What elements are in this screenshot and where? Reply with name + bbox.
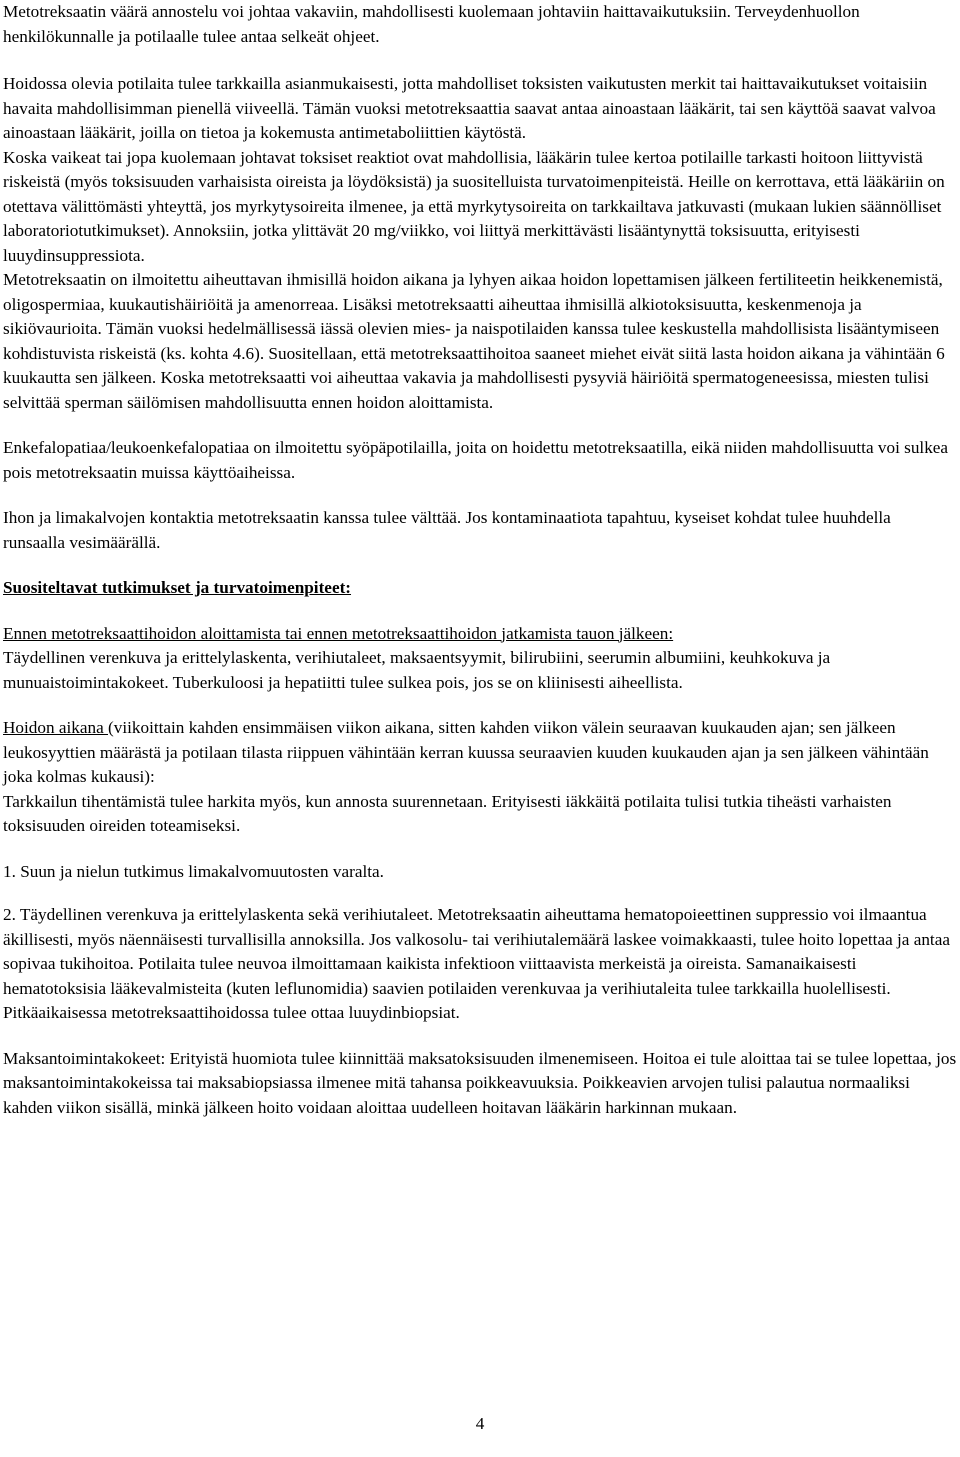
before-treatment-label: Ennen metotreksaattihoidon aloittamista tai ennen metotreksaattihoidon jatkamista tauon jälkeen: <box>3 623 674 643</box>
paragraph-encephalopathy: Enkefalopatiaa/leukoenkefalopatiaa on ilmoitettu syöpäpotilailla, joita on hoidettu metotreksaatilla, eikä niiden mahdollisuutta voi sulkea pois metotreksaatin muissa käyttöaiheissa. <box>3 438 949 482</box>
list-item-1: 1. Suun ja nielun tutkimus limakalvomuutosten varalta. <box>3 861 384 881</box>
during-treatment-label: Hoidon aikana <box>3 718 109 737</box>
during-treatment-text: (viikoittain kahden ensimmäisen viikon aikana, sitten kahden viikon välein seuraavan kuukauden ajan; sen jälkeen leukosyyttien määrästä ja potilaan tilasta riippuen vähintään kerran kuussa seuraavien kuuden kuukauden ajan ja sen jälkeen vähintään joka kolmas kukausi): <box>3 718 929 786</box>
list-item-2: 2. Täydellinen verenkuva ja erittelylaskenta sekä verihiutaleet. Metotreksaatin aiheuttama hematopoieettinen suppressio voi ilmaantua äkillisesti, myös näennäisesti turvallisilla annoksilla. Jos valkosolu- tai verihiutalemäärä laskee voimakkaasti, tulee hoito lopettaa ja antaa sopivaa tukihoitoa. Potilaita tulee neuvoa ilmoittamaan kaikista infektioon viittaavista merkeistä ja oireista. Samanaikaisesti hematotoksisia lääkevalmisteita (kuten leflunomidia) saavien potilaiden verenkuvaa ja verihiutaleita tulee tarkkailla huolellisesti. Pitkäaikaisessa metotreksaattihoidossa tulee ottaa luuydinbiopsiat. <box>3 905 950 1022</box>
paragraph-skin-contact: Ihon ja limakalvojen kontaktia metotreksaatin kanssa tulee välttää. Jos kontaminaatiota tapahtuu, kyseiset kohdat tulee huuhdella runsaalla vesimäärällä. <box>3 508 891 552</box>
section-heading: Suositeltavat tutkimukset ja turvatoimenpiteet: <box>3 578 352 597</box>
paragraph-liver-tests: Maksantoimintakokeet: Erityistä huomiota tulee kiinnittää maksatoksisuuden ilmenemiseen. Hoitoa ei tule aloittaa tai se tulee lopettaa, jos maksantoimintakokeissa tai maksabiopsiassa ilmenee mitä tahansa poikkeavuuksia. Poikkeavien arvojen tulisi palautua normaaliksi kahden viikon sisällä, minkä jälkeen hoito voidaan aloittaa uudelleen hoitavan lääkärin harkinnan mukaan. <box>3 1048 957 1117</box>
before-treatment-block <box>3 622 957 696</box>
during-treatment-block <box>3 716 957 790</box>
during-treatment-note: Tarkkailun tihentämistä tulee harkita myös, kun annosta suurennetaan. Erityisesti iäkkäitä potilaita tulisi tutkia tiheästi varhaisten toksisuuden oireiden toteamiseksi. <box>3 791 892 835</box>
page-number: 4 <box>475 1414 485 1433</box>
paragraph-monitoring: Hoidossa olevia potilaita tulee tarkkailla asianmukaisesti, jotta mahdolliset toksisten vaikutusten merkit tai haittavaikutukset voitaisiin havaita mahdollisimman pienellä viiveellä. Tämän vuoksi metotreksaattia saavat antaa ainoastaan lääkärit, tai sen käyttöä saavat valvoa ainoastaan lääkärit, joilla on tietoa ja kokemusta antimetaboliittien käytöstä. <box>3 74 936 142</box>
paragraph-fertility: Metotreksaatin on ilmoitettu aiheuttavan ihmisillä hoidon aikana ja lyhyen aikaa hoidon lopettamisen jälkeen fertiliteetin heikkenemistä, oligospermiaa, kuukautishäiriöitä ja amenorreaa. Lisäksi metotreksaatti aiheuttaa ihmisillä alkiotoksisuutta, keskenmenoja ja sikiövaurioita. Tämän vuoksi hedelmällisessä iässä olevien mies- ja naispotilaiden kanssa tulee keskustella mahdollisista lisääntymiseen kohdistuvista riskeistä (ks. kohta 4.6). Suositellaan, että metotreksaattihoitoa saaneet miehet eivät siitä lasta hoidon aikana ja vähintään 6 kuukautta sen jälkeen. Koska metotreksaatti voi aiheuttaa vakavia ja mahdollisesti pysyviä häiriöitä spermatogeneesissa, miesten tulisi selvittää sperman säilömisen mahdollisuutta ennen hoidon aloittamista. <box>3 270 945 412</box>
paragraph-toxicity: Koska vaikeat tai jopa kuolemaan johtavat toksiset reaktiot ovat mahdollisia, lääkärin tulee kertoa potilaille tarkasti hoitoon liittyvistä riskeistä (myös toksisuuden varhaisista oireista ja löydöksistä) ja suositelluista turvatoimenpiteistä. Heille on kerrottava, että lääkäriin on otettava välittömästi yhteyttä, jos myrkytysoireita ilmenee, ja että myrkytysoireita on tarkkailtava jatkuvasti (mukaan lukien säännölliset laboratoriotutkimukset). Annoksiin, jotka ylittävät 20 mg/viikko, voi liittyä merkittävästi lisääntynyttä toksisuutta, erityisesti luuydinsuppressiota. <box>3 147 945 265</box>
paragraph-dosing-warning: Metotreksaatin väärä annostelu voi johtaa vakaviin, mahdollisesti kuolemaan johtaviin haittavaikutuksiin. Terveydenhuollon henkilökunnalle ja potilaalle tulee antaa selkeät ohjeet. <box>3 2 860 46</box>
document-page <box>3 0 957 1120</box>
before-treatment-text: Täydellinen verenkuva ja erittelylaskenta, verihiutaleet, maksaentsyymit, bilirubiini, seerumin albumiini, keuhkokuva ja munuaistoimintakokeet. Tuberkuloosi ja hepatiitti tulee sulkea pois, jos se on kliinisesti aiheellista. <box>3 648 831 692</box>
